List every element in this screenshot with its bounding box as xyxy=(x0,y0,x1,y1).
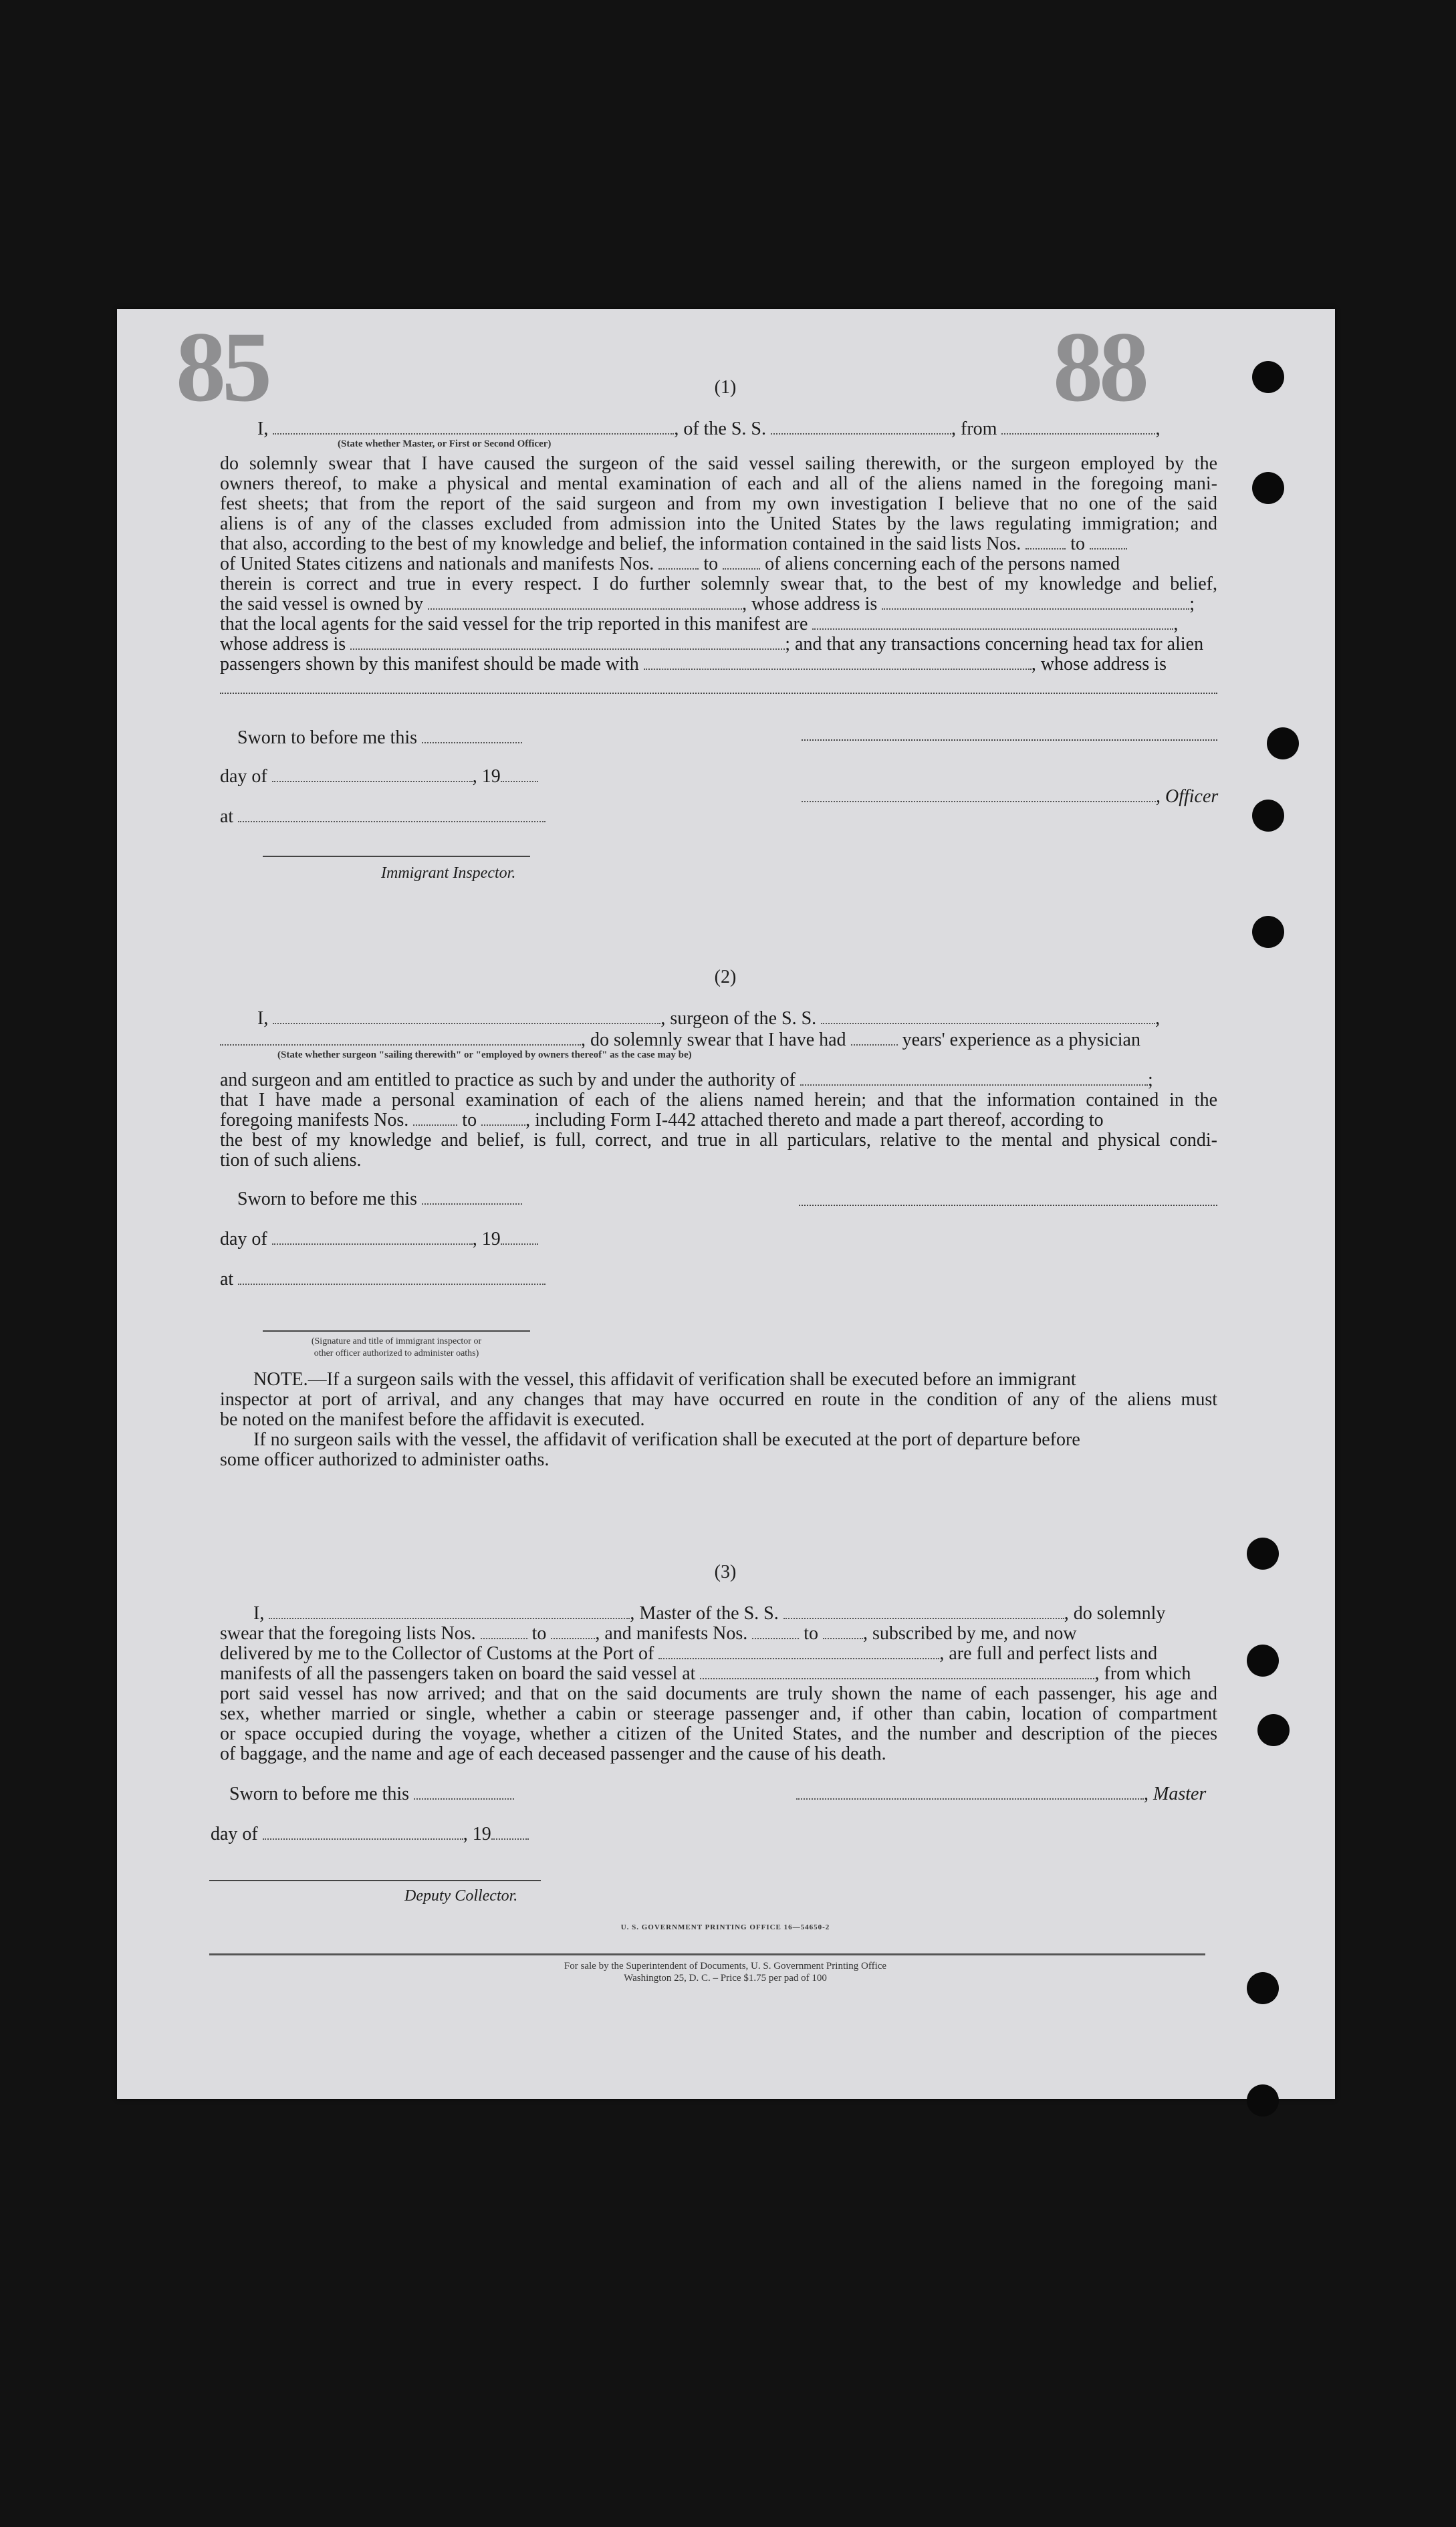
binder-hole xyxy=(1252,800,1284,832)
paragraph-line: and surgeon and am entitled to practice as such by and under the authority of ; xyxy=(220,1070,1153,1090)
date-line: day of , 19 xyxy=(220,1229,538,1250)
affidavit-line: , do solemnly swear that I have had years' experience as a physician xyxy=(220,1030,1140,1051)
master-signature: , Master xyxy=(796,1784,1206,1805)
paragraph-line: port said vessel has now arrived; and that on the said documents are truly shown the name of each passenger, his age and xyxy=(220,1683,1217,1704)
affidavit-line: I, , of the S. S. , from , xyxy=(257,418,1161,439)
paragraph-line: tion of such aliens. xyxy=(220,1150,362,1171)
paragraph-line: manifests of all the passengers taken on board the said vessel at , from which xyxy=(220,1663,1191,1684)
place-line: at xyxy=(220,806,545,828)
binder-hole xyxy=(1247,1645,1279,1677)
binder-hole xyxy=(1252,472,1284,504)
signature-line xyxy=(799,1205,1217,1206)
collector-signature-line xyxy=(209,1880,541,1881)
paragraph-line: swear that the foregoing lists Nos. to , and manifests Nos. to , subscribed by me, and now xyxy=(220,1623,1077,1644)
sworn-line: Sworn to before me this xyxy=(237,727,522,749)
paragraph-line: foregoing manifests Nos. to , including Form I-442 attached thereto and made a part thereof, according to xyxy=(220,1110,1104,1130)
sworn-line: Sworn to before me this xyxy=(237,1189,522,1210)
sale-notice: For sale by the Superintendent of Documents, U. S. Government Printing Office Washington 25, D. C. – Price $1.75 per pad of 100 xyxy=(564,1961,887,1983)
inspector-signature-line xyxy=(263,856,530,857)
field-caption: (State whether Master, or First or Second Officer) xyxy=(338,439,552,449)
footer-rule xyxy=(209,1953,1205,1955)
paragraph-line: that the local agents for the said vessel for the trip reported in this manifest are , xyxy=(220,614,1179,634)
collector-title: Deputy Collector. xyxy=(404,1887,518,1905)
section-number: (2) xyxy=(714,967,737,987)
paragraph-line: that also, according to the best of my knowledge and belief, the information contained in the said lists Nos. to xyxy=(220,533,1127,555)
sworn-line: Sworn to before me this xyxy=(229,1784,514,1805)
address-line xyxy=(220,693,1217,694)
paragraph-line: of baggage, and the name and age of each deceased passenger and the cause of his death. xyxy=(220,1743,886,1764)
field-caption: (State whether surgeon "sailing therewith" or "employed by owners thereof" as the case may be) xyxy=(277,1050,692,1060)
note-line: If no surgeon sails with the vessel, the affidavit of verification shall be executed at the port of departure before xyxy=(253,1429,1080,1450)
signature-line xyxy=(802,739,1217,741)
paragraph-line: fest sheets; that from the report of the said surgeon and from my own investigation I believe that no one of the said xyxy=(220,493,1217,514)
date-line: day of , 19 xyxy=(220,766,538,788)
paragraph-line: passengers shown by this manifest should be made with , whose address is xyxy=(220,654,1167,675)
paragraph-line: the said vessel is owned by , whose address is ; xyxy=(220,594,1195,614)
binder-hole xyxy=(1257,1714,1290,1746)
binder-hole xyxy=(1252,916,1284,948)
section-number: (3) xyxy=(714,1562,737,1582)
paragraph-line: delivered by me to the Collector of Customs at the Port of , are full and perfect lists and xyxy=(220,1643,1158,1664)
printing-office-note: U. S. GOVERNMENT PRINTING OFFICE 16—54650-2 xyxy=(620,1923,830,1931)
stamp-number-right: 88 xyxy=(1053,312,1145,423)
paragraph-line: or space occupied during the voyage, whether a citizen of the United States, and the number and description of the pieces xyxy=(220,1723,1217,1744)
manifest-page xyxy=(117,309,1335,2099)
binder-hole xyxy=(1267,727,1299,759)
affidavit-line: I, , Master of the S. S. , do solemnly xyxy=(253,1603,1166,1624)
paragraph-line: owners thereof, to make a physical and mental examination of each and all of the aliens named in the foregoing mani- xyxy=(220,473,1217,494)
paragraph-line: of United States citizens and nationals and manifests Nos. to of aliens concerning each of the persons named xyxy=(220,554,1120,574)
paragraph-line: therein is correct and true in every respect. I do further solemnly swear that, to the best of my knowledge and belief, xyxy=(220,574,1217,594)
note-line: be noted on the manifest before the affidavit is executed. xyxy=(220,1409,645,1430)
date-line: day of , 19 xyxy=(211,1824,529,1845)
section-number: (1) xyxy=(714,377,737,398)
affidavit-line: I, , surgeon of the S. S. , xyxy=(257,1008,1161,1029)
binder-hole xyxy=(1247,2084,1279,2117)
place-line: at xyxy=(220,1269,545,1290)
note-line: inspector at port of arrival, and any changes that may have occurred en route in the condition of any of the aliens must xyxy=(220,1389,1217,1410)
paragraph-line: sex, whether married or single, whether a cabin or steerage passenger and, if other than cabin, location of compartment xyxy=(220,1703,1217,1724)
inspector-signature-line xyxy=(263,1330,530,1332)
officer-signature: , Officer xyxy=(802,786,1218,808)
paragraph-line: whose address is ; and that any transactions concerning head tax for alien xyxy=(220,634,1204,654)
paragraph-line: do solemnly swear that I have caused the surgeon of the said vessel sailing therewith, or the surgeon employed by the xyxy=(220,453,1217,474)
paragraph-line: that I have made a personal examination of each of the aliens named herein; and that the information contained in the xyxy=(220,1090,1217,1110)
stamp-number-left: 85 xyxy=(176,312,268,423)
note-line: some officer authorized to administer oaths. xyxy=(220,1449,550,1470)
signature-caption: (Signature and title of immigrant inspector or other officer authorized to administer oaths) xyxy=(311,1336,482,1358)
paragraph-line: aliens is of any of the classes excluded from admission into the United States by the laws regulating immigration; and xyxy=(220,513,1217,534)
paragraph-line: the best of my knowledge and belief, is full, correct, and true in all particulars, relative to the mental and physical condi- xyxy=(220,1130,1217,1151)
note-line: NOTE.—If a surgeon sails with the vessel, this affidavit of verification shall be executed before an immigrant xyxy=(253,1369,1076,1390)
inspector-title: Immigrant Inspector. xyxy=(381,864,516,882)
